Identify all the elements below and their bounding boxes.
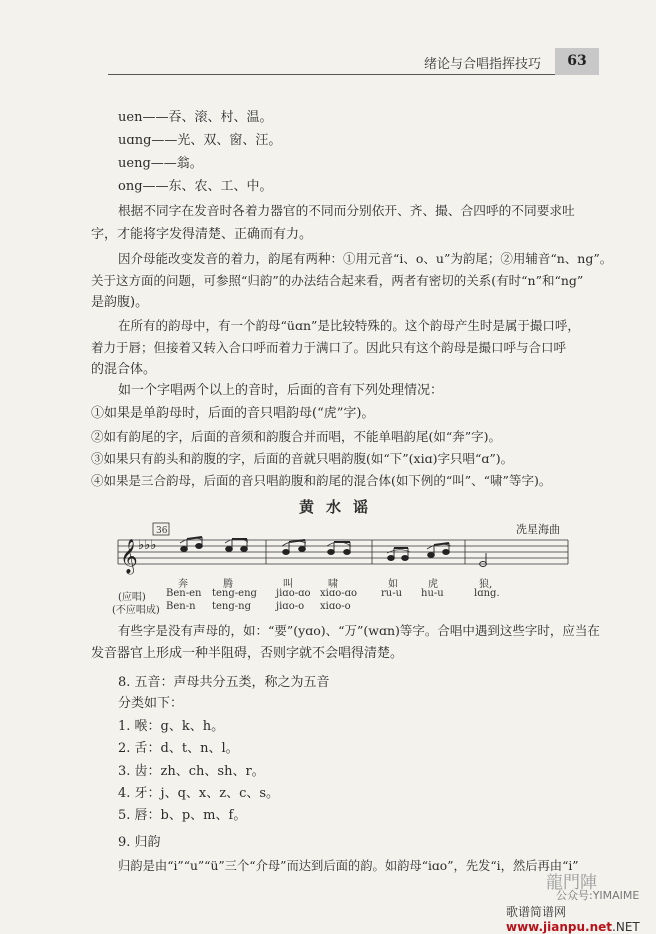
text-line: 在所有的韵母中，有一个韵母“üɑn”是比较特殊的。这个韵母产生时是属于撮口呼， <box>118 318 580 333</box>
lyric-pinyin: lɑng. <box>474 588 500 599</box>
watermark-site2-prefix: 歌谱简谱网 <box>506 905 567 919</box>
running-header-title: 绪论与合唱指挥技巧 <box>424 57 542 72</box>
list-item: 3. 齿：zh、ch、sh、r。 <box>118 764 265 779</box>
text-line: ②如有韵尾的字，后面的音须和韵腹合并而唱，不能单唱韵尾(如“奔”字)。 <box>91 429 502 444</box>
lyric-char: 奔 <box>178 579 188 590</box>
measure-number: 36 <box>156 526 168 536</box>
lyric-pinyin-wrong: teng-ng <box>212 601 251 612</box>
lyric-pinyin: ru-u <box>381 588 403 599</box>
watermark-site2-suffix: .NET <box>612 920 640 934</box>
watermark-site1: 公众号:YIMAIME <box>556 889 640 902</box>
watermark-site2-brand: www.jianpu.net <box>506 920 613 934</box>
lyric-pinyin: xiɑo-ɑo <box>320 588 358 599</box>
lyric-char: 啸 <box>328 579 338 590</box>
text-line: uen——吞、滚、村、温。 <box>118 110 273 125</box>
text-line: 关于这方面的问题，可参照“归韵”的办法结合起来看，两者有密切的关系(有时“n”和“ng” <box>91 273 584 288</box>
lyric-char: 叫 <box>283 579 293 590</box>
text-line: ①如果是单韵母时，后面的音只唱韵母(“虎”字)。 <box>91 406 375 421</box>
text-line: 归韵是由“i”“u”“ü”三个“介母”而达到后面的韵。如韵母“iɑo”，先发“i，然后再由“i” <box>118 859 579 873</box>
text-line: 如一个字唱两个以上的音时，后面的音有下列处理情况： <box>118 383 444 398</box>
lyric-pinyin: teng-eng <box>212 588 257 599</box>
song-composer: 冼星海曲 <box>516 523 560 536</box>
lyric-char: 狼, <box>479 579 493 590</box>
song-title: 黄水谣 <box>299 498 381 516</box>
text-line: ueng——翁。 <box>118 156 203 171</box>
lyric-char: 腾 <box>223 579 233 590</box>
text-line: ong——东、农、工、中。 <box>118 179 273 194</box>
measure-number-box <box>153 523 169 536</box>
key-signature-flats-icon: ♭♭♭ <box>138 538 157 553</box>
list-item: 5. 唇：b、p、m、f。 <box>118 808 247 823</box>
text-line: ④如果是三合韵母，后面的音只唱韵腹和韵尾的混合体(如下例的“叫”、“啸”等字)。 <box>91 473 552 488</box>
list-item: 4. 牙：j、q、x、z、c、s。 <box>118 786 280 801</box>
lyric-pinyin: hu-u <box>421 588 444 599</box>
list-item: 2. 舌：d、t、n、l。 <box>118 741 239 756</box>
treble-clef-icon: 𝄞 <box>120 539 138 574</box>
text-line: 的混合体。 <box>91 362 157 377</box>
watermark-logo: 龍門陣 <box>546 873 597 893</box>
row-wrong-label: (不应唱成) <box>112 605 160 616</box>
lyric-pinyin: jiɑo-ɑo <box>276 588 311 599</box>
text-line: 着力于唇；但接着又转入合口呼而着力于满口了。因此只有这个韵母是撮口呼与合口呼 <box>91 340 567 355</box>
lyric-pinyin-wrong: jiɑo-o <box>276 601 305 612</box>
text-line: ③如果只有韵头和韵腹的字，后面的音就只唱韵腹(如“下”(xiɑ)字只唱“ɑ”)。 <box>91 451 514 466</box>
lyric-char: 虎 <box>428 579 438 590</box>
watermark-site2 <box>506 903 656 934</box>
section-heading: 9. 归韵 <box>118 835 161 850</box>
row-correct-label: (应唱) <box>118 592 146 603</box>
lyric-pinyin: Ben-en <box>166 588 202 599</box>
text-line: 分类如下： <box>118 696 184 711</box>
lyric-pinyin-wrong: Ben-n <box>166 601 196 612</box>
text-line: 因介母能改变发音的着力，韵尾有两种：①用元音“i、o、u”为韵尾；②用辅音“n、ng”。 <box>118 251 613 266</box>
text-line: uɑng——光、双、窗、汪。 <box>118 133 282 148</box>
lyric-pinyin-wrong: xiɑo-o <box>320 601 351 612</box>
text-line: 发音器官上形成一种半阻碍，否则字就不会唱得清楚。 <box>91 646 404 661</box>
page-number-badge: 63 <box>555 48 599 75</box>
lyric-char: 如 <box>388 579 398 590</box>
text-line: 是韵腹)。 <box>91 295 149 310</box>
text-line: 字，才能将字发得清楚、正确而有力。 <box>91 227 313 242</box>
section-heading: 8. 五音：声母共分五类，称之为五音 <box>118 675 330 690</box>
text-line: 根据不同字在发音时各着力器官的不同而分别依开、齐、撮、合四呼的不同要求吐 <box>118 203 575 218</box>
text-line: 有些字是没有声母的，如：“要”(yɑo)、“万”(wɑn)等字。合唱中遇到这些字时，应当在 <box>118 623 600 638</box>
list-item: 1. 喉：g、k、h。 <box>118 719 225 734</box>
